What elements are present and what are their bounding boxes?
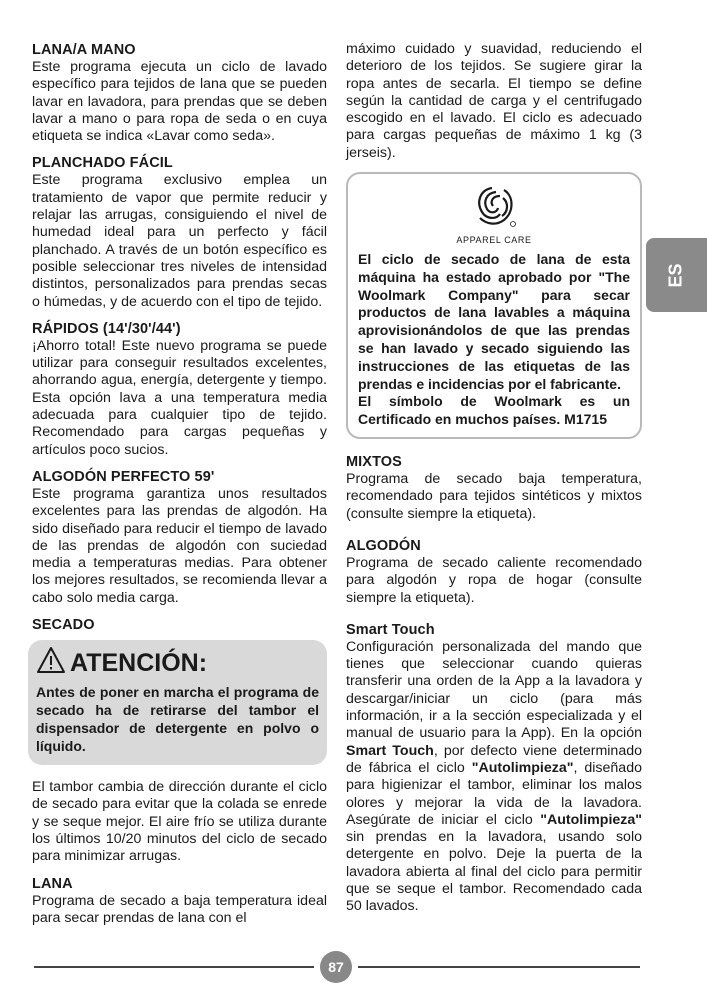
apparel-care-label: APPAREL CARE: [456, 235, 532, 246]
section-title: RÁPIDOS (14'/30'/44'): [32, 320, 181, 337]
section-title: ALGODÓN: [346, 537, 421, 554]
woolmark-box: [346, 172, 642, 439]
section-algodon: [346, 537, 642, 607]
language-tab: [646, 238, 707, 312]
right-column: [346, 41, 642, 925]
section-lana-mano: [32, 41, 327, 145]
section-planchado: [32, 154, 327, 310]
section-rapidos: [32, 320, 327, 459]
section-secado: [32, 616, 327, 865]
text-run: Configuración personalizada del mando que tienes que seleccionar cuando quieras transferir una orden de la App a la lavadora y descargar/iniciar un ciclo (para más información, ir a la sección especializada y el manual de usuario para la App). En la opción: [346, 638, 642, 742]
page-number: 87: [320, 951, 352, 983]
section-title: LANA: [32, 875, 73, 892]
warning-icon: [36, 646, 66, 679]
section-mixtos: [346, 453, 642, 523]
autolimpieza-term: "Autolimpieza": [471, 759, 574, 776]
section-title: ALGODÓN PERFECTO 59': [32, 468, 215, 485]
section-smart-touch: [346, 621, 642, 916]
section-title: MIXTOS: [346, 454, 402, 471]
section-body: El tambor cambia de dirección durante el ciclo de secado para evitar que la colada se enrede y se seque mejor. El aire frío se utiliza durante los últimos 10/20 minutos del ciclo de secado para minimizar arrugas.: [32, 779, 327, 865]
attention-title: ATENCIÓN:: [70, 648, 208, 677]
left-column: [32, 41, 327, 936]
woolmark-certificate: El símbolo de Woolmark es un Certificado en muchos países. M1715: [358, 393, 630, 428]
text-run: , por defecto viene determinado de fábrica el ciclo: [346, 742, 642, 776]
woolmark-logo: [358, 184, 630, 233]
language-tab-label: ES: [665, 262, 686, 288]
section-body: Programa de secado baja temperatura, recomendado para tejidos sintéticos y mixtos (consulte siempre la etiqueta).: [346, 471, 642, 522]
section-algodon-perfecto: [32, 468, 327, 607]
woolmark-text: El ciclo de secado de lana de esta máquina ha estado aprobado por "The Woolmark Company" para secar productos de lana lavables a máquina aprovisionándolos de que las prendas se han lavado y secado siguiendo las instrucciones de las etiquetas de las prendas e incidencias por el fabricante.: [358, 251, 630, 392]
section-title: SECADO: [32, 617, 95, 634]
attention-callout: [28, 640, 327, 765]
lana-continued: máximo cuidado y suavidad, reduciendo el deterioro de los tejidos. Se sugiere girar la ropa antes de secarla. El tiempo se define según la cantidad de carga y el centrifugado escogido en el lavado. El ciclo es adecuado para cargas pequeñas de máximo 1 kg (3 jerseis).: [346, 41, 642, 161]
smart-touch-term: Smart Touch: [346, 742, 434, 759]
section-body: Este programa garantiza unos resultados excelentes para las prendas de algodón. Ha sido diseñado para reducir el tiempo de lavado de las prendas de algodón con suciedad media a temperaturas medias. Para obtener los mejores resultados, se recomienda llevar a cabo solo media carga.: [32, 485, 327, 606]
woolmark-icon: [470, 184, 518, 228]
section-body: ¡Ahorro total! Este nuevo programa se puede utilizar para conseguir resultados excelentes, ahorrando agua, energía, detergente y tiempo. Esta opción lava a una temperatura media adecuada para cualquier tipo de tejido. Recomendado para cargas pequeñas y artículos poco sucios.: [32, 337, 327, 458]
section-title: PLANCHADO FÁCIL: [32, 155, 173, 172]
section-body: Este programa exclusivo emplea un tratamiento de vapor que permite reducir y relajar las arrugas, consiguiendo el nivel de humedad ideal para un perfecto y fácil planchado. A través de un botón específico es posible seleccionar tres niveles de intensidad distintos, personalizados para prendas secas o húmedas, y de acuerdo con el tipo de tejido.: [32, 172, 327, 310]
section-title: LANA/A MANO: [32, 42, 136, 58]
section-lana: [32, 875, 327, 928]
section-body: Este programa ejecuta un ciclo de lavado específico para tejidos de lana que se pueden lavar en lavadora, para prendas que se deben lavar a mano o para ropa de seda o en cuya etiqueta se indica «Lavar como seda».: [32, 59, 327, 145]
section-body: [346, 639, 642, 916]
text-run: , diseñado para higienizar el tambor, eliminar los malos olores y mejorar la vida de la lavadora. Asegúrate de iniciar el ciclo: [346, 759, 642, 828]
section-body: Programa de secado caliente recomendado para algodón y ropa de hogar (consulte siempre la etiqueta).: [346, 554, 642, 606]
autolimpieza-term: "Autolimpieza": [540, 811, 642, 828]
section-body: Programa de secado a baja temperatura ideal para secar prendas de lana con el: [32, 892, 327, 926]
attention-header: [36, 646, 319, 679]
section-title: Smart Touch: [346, 621, 435, 638]
text-run: sin prendas en la lavadora, usando solo detergente en polvo. Deje la puerta de la lavadora abierta al final del ciclo para permitir que se seque el tambor. Recomendado cada 50 lavados.: [346, 829, 642, 915]
footer-rule-right: [358, 966, 640, 968]
footer-rule-left: [34, 966, 314, 968]
attention-body: Antes de poner en marcha el programa de secado ha de retirarse del tambor el dispensador de detergente en polvo o líquido.: [36, 684, 319, 755]
